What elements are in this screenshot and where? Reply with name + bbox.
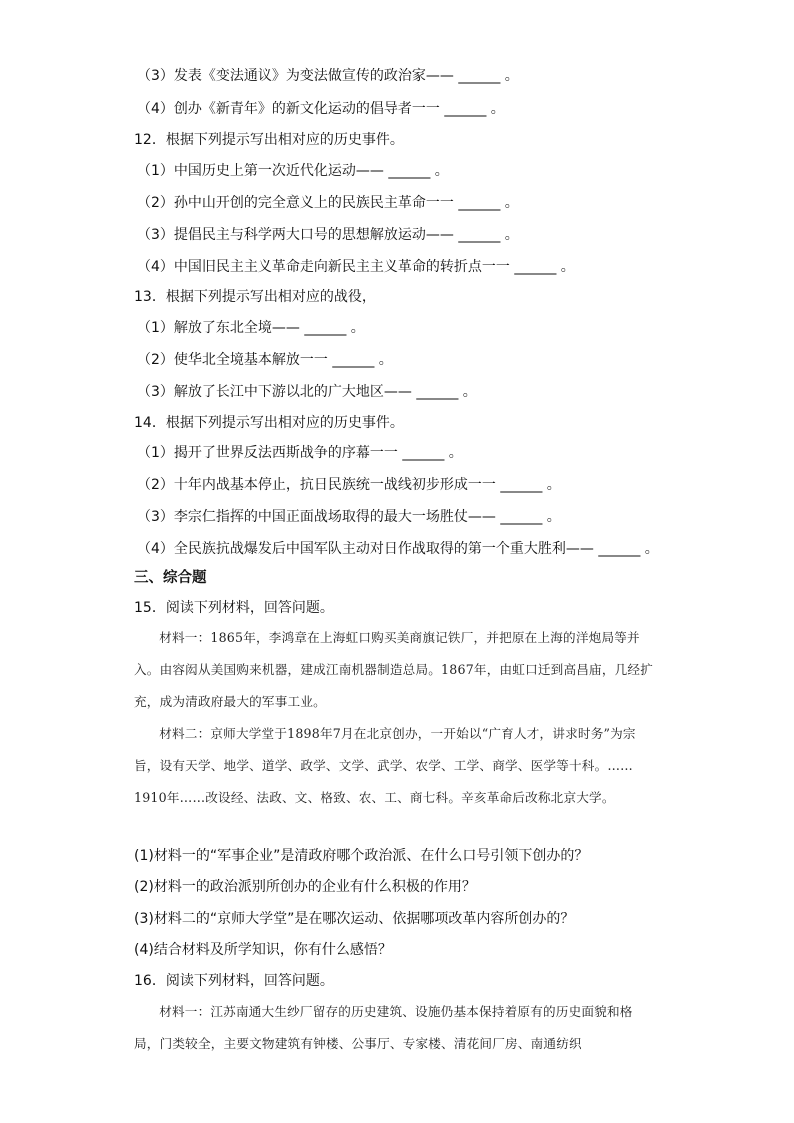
q14-item-4: （4）全民族抗战爆发后中国军队主动对日作战取得的第一个重大胜利—— ______ 。 — [137, 541, 659, 557]
q13-item-1: （1）解放了东北全境—— ______ 。 — [137, 320, 365, 336]
q15-question-1: (1)材料一的“军事企业”是清政府哪个政治派、在什么口号引领下创办的？ — [134, 848, 589, 864]
q14-stem: 14．根据下列提示写出相对应的历史事件。 — [134, 415, 404, 431]
q12-item-2: （2）孙中山开创的完全意义上的民族民主革命一一 ______ 。 — [137, 195, 519, 211]
q15-stem: 15．阅读下列材料，回答问题。 — [134, 600, 334, 616]
q15-question-2: (2)材料一的政治派别所创办的企业有什么积极的作用？ — [134, 879, 476, 895]
q12-stem: 12．根据下列提示写出相对应的历史事件。 — [134, 132, 404, 148]
q11-item-4: （4）创办《新青年》的新文化运动的倡导者一一 ______ 。 — [137, 101, 505, 117]
q14-item-3: （3）李宗仁指挥的中国正面战场取得的最大一场胜仗—— ______ 。 — [137, 509, 561, 525]
q15-question-4: (4)结合材料及所学知识，你有什么感悟？ — [134, 942, 392, 958]
q13-stem: 13．根据下列提示写出相对应的战役， — [134, 289, 376, 305]
section-title: 三、综合题 — [134, 570, 207, 586]
q15-material-1: 材料一：1865年，李鸿章在上海虹口购买美商旗记铁厂，并把原在上海的洋炮局等并入。由容闳从美国购来机器，建成江南机器制造总局。1867年，由虹口迁到高昌庙，几经扩充，成为清政府最大的军事工业。 — [134, 630, 654, 709]
q12-item-3: （3）提倡民主与科学两大口号的思想解放运动—— ______ 。 — [137, 227, 519, 243]
q12-item-4: （4）中国旧民主主义革命走向新民主主义革命的转折点一一 ______ 。 — [137, 259, 575, 275]
q15-material-2: 材料二：京师大学堂于1898年7月在北京创办，一开始以“广育人才，讲求时务”为宗旨，设有天学、地学、道学、政学、文学、武学、农学、工学、商学、医学等十科。……1910年……改设经、法政、文、格致、农、工、商七科。辛亥革命后改称北京大学。 — [134, 726, 636, 805]
q12-item-1: （1）中国历史上第一次近代化运动—— ______ 。 — [137, 163, 449, 179]
q16-stem: 16．阅读下列材料，回答问题。 — [134, 973, 334, 989]
q14-item-2: （2）十年内战基本停止，抗日民族统一战线初步形成一一 ______ 。 — [137, 477, 561, 493]
q14-item-1: （1）揭开了世界反法西斯战争的序幕一一 ______ 。 — [137, 445, 463, 461]
q13-item-2: （2）使华北全境基本解放一一 ______ 。 — [137, 352, 393, 368]
q15-question-3: (3)材料二的“京师大学堂”是在哪次运动、依据哪项改革内容所创办的？ — [134, 911, 575, 927]
q13-item-3: （3）解放了长江中下游以北的广大地区—— ______ 。 — [137, 384, 477, 400]
q16-material-1: 材料一：江苏南通大生纱厂留存的历史建筑、设施仍基本保持着原有的历史面貌和格局，门类较全，主要文物建筑有钟楼、公事厅、专家楼、清花间厂房、南通纺织 — [134, 1004, 633, 1051]
q11-item-3: （3）发表《变法通议》为变法做宣传的政治家—— ______ 。 — [137, 68, 519, 84]
